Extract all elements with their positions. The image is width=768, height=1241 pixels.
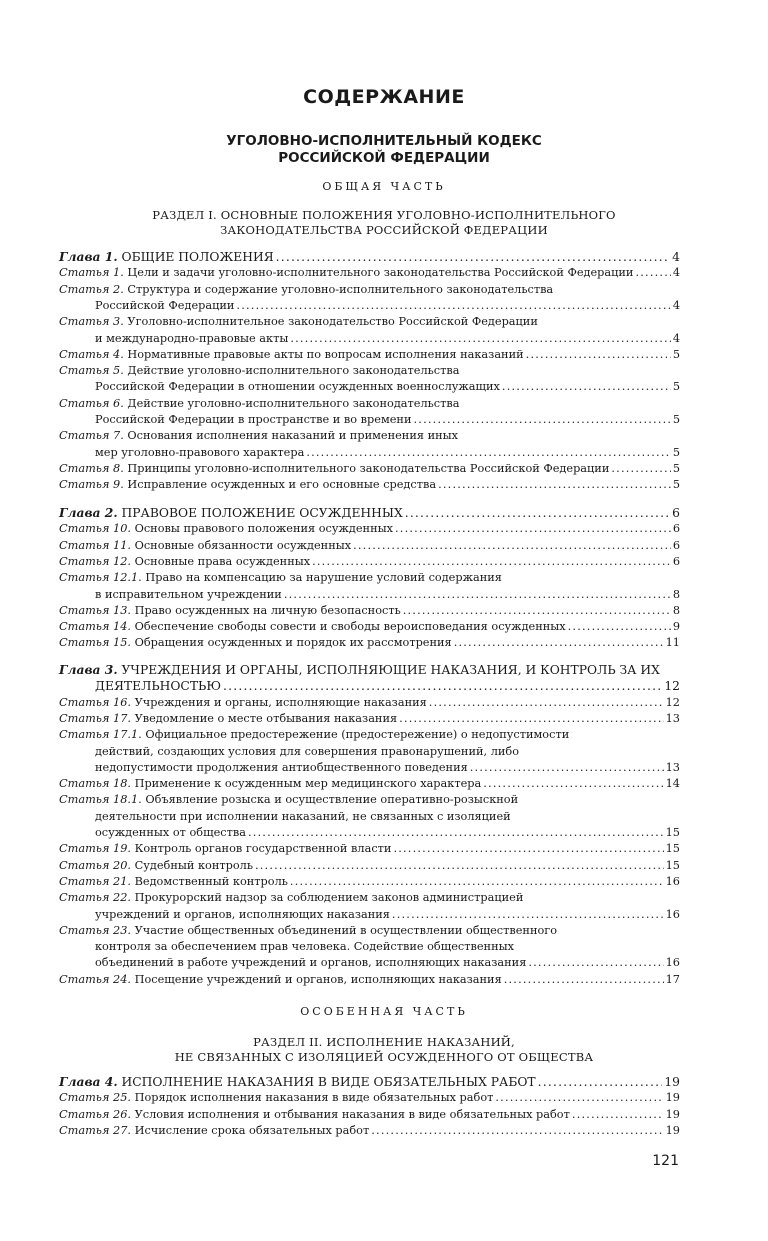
entry-page-number: 16 [665,956,680,970]
toc-line [0,635,768,651]
code-title [0,133,768,167]
entry-label: Статья 17.1. [59,728,142,742]
leader-dots [399,711,664,727]
leader-dots [483,776,663,792]
page-title: СОДЕРЖАНИЕ [303,86,465,108]
code-title-line-1: УГОЛОВНО-ИСПОЛНИТЕЛЬНЫЙ КОДЕКС [226,133,542,149]
entry-title: Участие общественных объединений в осуществлении общественного [134,923,558,937]
leader-dots [403,603,671,619]
entry-text-wrap [59,776,481,792]
entry-title-continued: мер уголовно-правового характера [95,445,305,459]
entry-page-number: 8 [672,587,680,601]
toc-line [0,505,768,521]
entry-title: Объявление розыска и осуществление оперативно-розыскной [145,793,519,807]
entry-label: Статья 13. [59,603,131,617]
entry-text-wrap [59,1123,369,1139]
entry-label: Статья 4. [59,347,124,361]
entry-title: Действие уголовно-исполнительного законодательства [127,364,460,378]
entry-title: Исправление осужденных и его основные средства [127,478,437,492]
leader-dots [504,972,664,988]
entry-page-number: 5 [672,445,680,459]
toc-line [0,538,768,554]
entry-label: Статья 20. [59,858,131,872]
entry-text-wrap [59,603,401,619]
entry-text-wrap [95,445,304,461]
entry-text-wrap [59,1074,536,1090]
entry-title: Исчисление срока обязательных работ [134,1123,370,1137]
entry-label: Статья 12.1. [59,571,142,585]
toc-line [0,298,768,314]
entry-page-number: 16 [665,874,680,888]
entry-label: Статья 1. [59,266,124,280]
entry-title-continued: Российской Федерации в пространстве и во времени [95,413,412,426]
entry-text-wrap [59,461,609,477]
entry-title: Прокурорский надзор за соблюдением законов администрацией [134,891,524,905]
toc-line [0,265,768,281]
entry-label: Статья 26. [59,1107,131,1121]
leader-dots [429,695,664,711]
entry-title: Основания исполнения наказаний и применения иных [127,429,458,443]
entry-page-number: 4 [672,266,680,280]
leader-dots [312,554,671,570]
entry-page-number: 12 [665,695,680,709]
entry-label: Статья 23. [59,923,131,937]
toc-line [0,695,768,711]
entry-label: Статья 17. [59,711,131,725]
entry-title-continued: деятельности при исполнении наказаний, не связанных с изоляцией [95,809,511,823]
entry-label: Глава 2. [59,505,118,520]
entry-title: ПРАВОВОЕ ПОЛОЖЕНИЕ ОСУЖДЕННЫХ [121,506,403,520]
entry-page-number: 12 [664,679,680,694]
entry-text-wrap [95,825,246,841]
entry-text-wrap [95,907,390,923]
entry-text-wrap [95,298,234,314]
entry-title-continued: и международно-правовые акты [95,331,289,345]
entry-label: Статья 6. [59,396,124,410]
entry-title-continued: Российской Федерации [95,298,235,312]
entry-title: Основные права осужденных [134,554,311,568]
section-1-line-1: РАЗДЕЛ I. ОСНОВНЫЕ ПОЛОЖЕНИЯ УГОЛОВНО-ИСПОЛНИТЕЛЬНОГО [152,208,616,222]
entry-title: Обращения осужденных и порядок их рассмотрения [134,636,452,650]
leader-dots [371,1123,663,1139]
toc-line [0,923,768,939]
leader-dots [572,1107,664,1123]
leader-dots [290,874,664,890]
toc-line [0,841,768,857]
entry-title: Нормативные правовые акты по вопросам исполнения наказаний [127,347,524,361]
entry-text-wrap [59,477,436,493]
entry-title-continued: в исправительном учреждении [95,587,282,601]
toc-line [0,825,768,841]
entry-page-number: 15 [665,826,680,839]
toc-line [0,760,768,776]
entry-text-wrap [59,265,633,281]
code-title-line-2: РОССИЙСКОЙ ФЕДЕРАЦИИ [278,150,490,166]
toc-line [0,744,768,760]
entry-label: Статья 14. [59,620,131,634]
entry-title: Уголовно-исполнительное законодательство Российской Федерации [127,315,538,329]
leader-dots [290,331,671,347]
entry-page-number: 6 [672,522,680,536]
entry-title: ОБЩИЕ ПОЛОЖЕНИЯ [121,250,274,264]
entry-page-number: 5 [672,413,680,426]
entry-title-continued: контроля за обеспечением прав человека. Содействие общественных [95,940,514,954]
leader-dots [568,619,671,635]
toc-line [0,711,768,727]
entry-title: Уведомление о месте отбывания наказания [134,711,398,725]
entry-title: Посещение учреждений и органов, исполняющих наказания [134,972,502,986]
entry-page-number: 4 [672,298,680,312]
toc-line [0,314,768,330]
entry-label: Статья 18.1. [59,793,142,807]
entry-title: Официальное предостережение (предостережение) о недопустимости [145,728,570,742]
entry-text-wrap [59,1107,570,1123]
section-1-heading [0,208,768,238]
entry-text-wrap [59,841,391,857]
toc-line [0,890,768,906]
entry-label: Статья 10. [59,522,131,536]
entry-text-wrap [95,587,282,603]
leader-dots [526,347,671,363]
entry-label: Глава 4. [59,1074,118,1089]
entry-text-wrap [95,678,221,694]
entry-label: Статья 3. [59,315,124,329]
entry-title-continued: учреждений и органов, исполняющих наказания [95,907,390,921]
section-2-heading [0,1035,768,1065]
leader-dots [538,1074,663,1090]
toc-line [0,477,768,493]
entry-label: Глава 1. [59,249,118,264]
entry-page-number: 19 [665,1123,680,1137]
leader-dots [495,1090,663,1106]
toc-line [0,347,768,363]
entry-text-wrap [95,760,468,776]
entry-label: Статья 2. [59,282,124,296]
entry-title-continued: недопустимости продолжения антиобщественного поведения [95,760,468,774]
leader-dots [405,505,670,521]
entry-page-number: 4 [672,250,680,264]
entry-page-number: 6 [672,538,680,552]
leader-dots [635,265,670,281]
toc-line [0,619,768,635]
entry-title: УЧРЕЖДЕНИЯ И ОРГАНЫ, ИСПОЛНЯЮЩИЕ НАКАЗАНИЯ, И КОНТРОЛЬ ЗА ИХ [121,663,660,677]
leader-dots [438,477,671,493]
entry-title: Принципы уголовно-исполнительного законодательства Российской Федерации [127,461,610,475]
entry-page-number: 13 [665,711,680,725]
toc-line [0,1090,768,1106]
entry-text-wrap [59,972,502,988]
toc-line [0,587,768,603]
entry-page-number: 15 [665,858,680,872]
entry-title: Право осужденных на личную безопасность [134,603,401,617]
toc-line [0,363,768,379]
leader-dots [393,841,663,857]
entry-label: Статья 21. [59,874,131,888]
leader-dots [392,907,664,923]
entry-page-number: 19 [665,1107,680,1121]
toc-line [0,249,768,265]
entry-title: Применение к осужденным мер медицинского характера [134,777,482,791]
entry-page-number: 19 [664,1075,680,1089]
leader-dots [470,760,664,776]
leader-dots [414,412,671,428]
entry-title: Условия исполнения и отбывания наказания в виде обязательных работ [134,1107,570,1121]
toc-line [0,939,768,955]
entry-label: Статья 7. [59,429,124,443]
entry-text-wrap [59,347,524,363]
entry-page-number: 4 [672,331,680,345]
entry-label: Статья 9. [59,478,124,492]
entry-text-wrap [59,874,288,890]
leader-dots [611,461,670,477]
entry-text-wrap [95,379,500,395]
section-1-line-2: ЗАКОНОДАТЕЛЬСТВА РОССИЙСКОЙ ФЕДЕРАЦИИ [220,223,548,237]
toc-line [0,379,768,395]
leader-dots [248,825,664,841]
entry-label: Статья 12. [59,554,131,568]
entry-text-wrap [59,538,351,554]
entry-page-number: 5 [672,461,680,475]
entry-text-wrap [59,619,566,635]
entry-title: Право на компенсацию за нарушение условий содержания [145,571,502,585]
toc-line [0,776,768,792]
toc-line [0,1107,768,1123]
entry-text-wrap [95,331,288,347]
toc-line [0,428,768,444]
entry-title-continued: объединений в работе учреждений и органов, исполняющих наказания [95,956,527,970]
toc-line [0,396,768,412]
entry-title-continued: осужденных от общества [95,826,246,839]
leader-dots [528,955,663,971]
entry-title: Структура и содержание уголовно-исполнительного законодательства [127,282,554,296]
leader-dots [353,538,671,554]
entry-page-number: 5 [672,347,680,361]
leader-dots [395,521,671,537]
entry-page-number: 19 [665,1091,680,1105]
toc-line [0,603,768,619]
entry-page-number: 16 [665,907,680,921]
toc-line [0,727,768,743]
leader-dots [502,379,671,395]
leader-dots [284,587,671,603]
toc-line [0,972,768,988]
entry-title: Учреждения и органы, исполняющие наказания [134,695,427,709]
entry-title: ИСПОЛНЕНИЕ НАКАЗАНИЯ В ВИДЕ ОБЯЗАТЕЛЬНЫХ РАБОТ [121,1075,536,1089]
toc-line [0,282,768,298]
toc-line [0,858,768,874]
toc-line [0,521,768,537]
toc-line [0,412,768,428]
toc-line [0,662,768,678]
entry-title: Основы правового положения осужденных [134,522,393,536]
entry-text-wrap [59,554,310,570]
entry-label: Глава 3. [59,662,118,677]
entry-page-number: 17 [665,972,680,986]
entry-text-wrap [95,412,412,428]
toc-line [0,461,768,477]
entry-text-wrap [59,695,427,711]
entry-title-continued: Российской Федерации в отношении осужденных военнослужащих [95,380,500,394]
entry-page-number: 5 [672,478,680,492]
entry-text-wrap [59,711,397,727]
toc-line [0,1074,768,1090]
toc-line [0,874,768,890]
special-part-heading: ОСОБЕННАЯ ЧАСТЬ [300,1005,468,1018]
entry-label: Статья 27. [59,1123,131,1137]
entry-text-wrap [59,505,403,521]
leader-dots [236,298,670,314]
entry-title-continued: ДЕЯТЕЛЬНОСТЬЮ [95,679,222,694]
entry-label: Статья 15. [59,636,131,650]
entry-page-number: 9 [672,620,680,634]
leader-dots [255,858,664,874]
entry-text-wrap [59,521,393,537]
entry-title-continued: действий, создающих условия для совершения правонарушений, либо [95,744,520,758]
entry-text-wrap [95,955,526,971]
general-part-heading: ОБЩАЯ ЧАСТЬ [322,180,446,193]
entry-text-wrap [59,635,452,651]
entry-label: Статья 19. [59,842,131,856]
entry-text-wrap [59,858,253,874]
entry-title: Основные обязанности осужденных [134,538,352,552]
entry-title: Судебный контроль [134,858,253,872]
entry-label: Статья 24. [59,972,131,986]
toc-line [0,678,768,694]
entry-page-number: 14 [665,777,680,791]
entry-page-number: 6 [672,554,680,568]
section-2-line-1: РАЗДЕЛ II. ИСПОЛНЕНИЕ НАКАЗАНИЙ, [253,1035,515,1049]
toc-line [0,331,768,347]
entry-page-number: 15 [665,842,680,856]
entry-page-number: 8 [672,603,680,617]
entry-page-number: 5 [672,380,680,394]
entry-label: Статья 11. [59,538,131,552]
entry-title: Контроль органов государственной власти [134,842,392,856]
toc-line [0,445,768,461]
toc-line [0,792,768,808]
entry-page-number: 6 [672,506,680,520]
leader-dots [276,249,671,265]
entry-label: Статья 25. [59,1091,131,1105]
entry-text-wrap [59,249,274,265]
entry-label: Статья 18. [59,777,131,791]
entry-title: Порядок исполнения наказания в виде обязательных работ [134,1091,494,1105]
toc-line [0,955,768,971]
entry-label: Статья 8. [59,461,124,475]
entry-label: Статья 16. [59,695,131,709]
leader-dots [223,678,662,694]
leader-dots [454,635,664,651]
entry-title: Обеспечение свободы совести и свободы вероисповедания осужденных [134,620,566,634]
entry-page-number: 11 [665,636,680,650]
section-2-line-2: НЕ СВЯЗАННЫХ С ИЗОЛЯЦИЕЙ ОСУЖДЕННОГО ОТ ОБЩЕСТВА [174,1050,594,1064]
entry-title: Цели и задачи уголовно-исполнительного законодательства Российской Федерации [127,266,634,280]
leader-dots [306,445,671,461]
entry-text-wrap [59,1090,493,1106]
entry-page-number: 13 [665,760,680,774]
toc-line [0,809,768,825]
toc-line [0,907,768,923]
entry-label: Статья 5. [59,364,124,378]
entry-label: Статья 22. [59,891,131,905]
toc-line [0,554,768,570]
toc-line [0,1123,768,1139]
entry-title: Действие уголовно-исполнительного законодательства [127,396,460,410]
toc-line [0,570,768,586]
entry-title: Ведомственный контроль [134,874,288,888]
page-number: 121 [652,1153,679,1169]
